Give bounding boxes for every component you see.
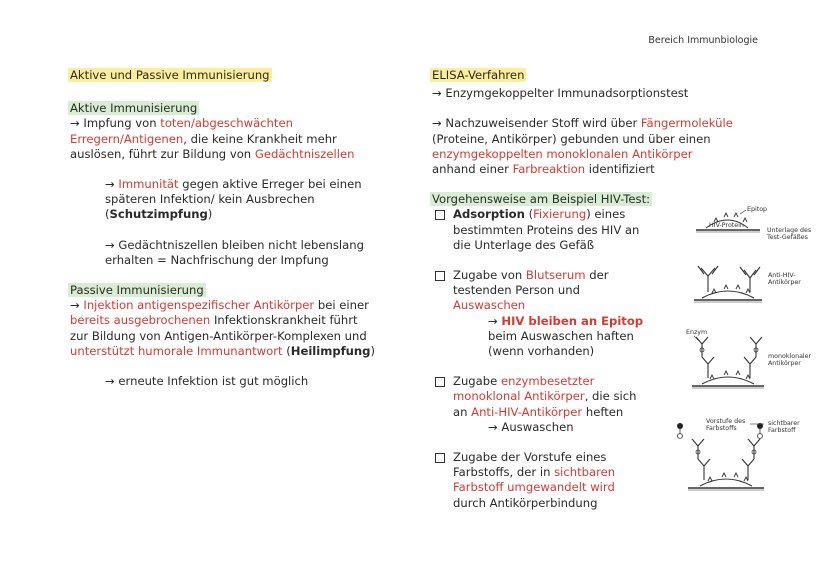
- step-enzym-antikoerper: Zugabe enzymbesetzter monoklonal Antikörper, die sich an Anti-HIV-Antikörper heften → Auswaschen: [435, 374, 762, 435]
- erneute-infektion-note: → erneute Infektion ist gut möglich: [105, 374, 309, 389]
- checkbox-icon: [435, 210, 445, 220]
- aktiv-text: → Impfung von toten/abgeschwächten Erregern/Antigenen, die keine Krankheit mehr auslösen, führt zur Bildung von Gedächtniszellen: [70, 116, 355, 161]
- label-anti-hiv-1: Anti-HIV-: [768, 272, 796, 279]
- diagram-hiv-protein-adsorption: [688, 200, 818, 250]
- passiv-text: → Injektion antigenspezifischer Antikörper bei einer bereits ausgebrochenen Infektionskrankheit führt zur Bildung von Antigen-Antikörper-Komplexen und unterstützt humorale Immunantwort (Heilimpfung): [70, 298, 375, 358]
- label-vorstufe-2: Farbstoffs: [706, 425, 737, 432]
- elisa-principle: → Nachzuweisender Stoff wird über Fängermoleküle (Proteine, Antikörper) gebunden und über einen enzymgekoppelten monoklonalen Antikörper anhand einer Farbreaktion identifiziert: [432, 116, 733, 177]
- heading-vorgehensweise: Vorgehensweise am Beispiel HIV-Test:: [432, 192, 651, 207]
- label-epitop: Epitop: [747, 206, 768, 213]
- heading-passive-immunisierung: Passive Immunisierung: [70, 283, 204, 298]
- section-title-elisa: ELISA-Verfahren: [432, 68, 525, 82]
- label-enzym: Enzym: [686, 329, 708, 336]
- checkbox-icon: [435, 453, 445, 463]
- step-blutserum: Zugabe von Blutserum der testenden Person und Auswaschen → HIV bleiben an Epitop beim Auswaschen haften (wenn vorhanden): [435, 268, 762, 359]
- page-header: Bereich Immunbiologie: [648, 35, 758, 46]
- label-vorstufe-1: Vorstufe des: [706, 418, 746, 425]
- step-adsorption: Adsorption (Fixierung) eines bestimmten Proteins des HIV an die Unterlage des Gefäß: [435, 207, 762, 253]
- step-farbstoff: Zugabe der Vorstufe eines Farbstoffs, der in sichtbaren Farbstoff umgewandelt wird durch Antikörperbindung: [435, 450, 762, 511]
- checkbox-icon: [435, 271, 445, 281]
- immunitaet-note: → Immunität gegen aktive Erreger bei einen späteren Infektion/ kein Ausbrechen (Schutzimpfung): [105, 177, 362, 222]
- label-monoklonal-2: Antikörper: [768, 360, 801, 367]
- label-monoklonal-1: monoklonaler: [768, 353, 812, 360]
- elisa-definition: → Enzymgekoppelter Immunadsorptionstest: [432, 86, 689, 101]
- gedaechtniszellen-note: → Gedächtniszellen bleiben nicht lebenslang erhalten = Nachfrischung der Impfung: [105, 237, 364, 267]
- label-anti-hiv-2: Antikörper: [768, 279, 801, 286]
- section-title-immunisierung: Aktive und Passive Immunisierung: [70, 68, 270, 82]
- label-unterlage-2: Test-Gefäßes: [767, 234, 808, 241]
- checkbox-icon: [435, 377, 445, 387]
- heading-aktive-immunisierung: Aktive Immunisierung: [70, 101, 198, 116]
- left-column: [70, 68, 410, 389]
- diagram-anti-hiv-antikoerper: [688, 262, 818, 308]
- label-sichtbar-1: sichtbarer: [768, 420, 800, 427]
- label-hiv-protein: HIV-Protein: [709, 222, 744, 229]
- label-unterlage-1: Unterlage des: [767, 227, 812, 234]
- label-sichtbar-2: Farbstoff: [768, 427, 796, 434]
- diagram-enzym-antikoerper: [680, 326, 820, 394]
- diagram-farbstoff-reaktion: [672, 412, 822, 496]
